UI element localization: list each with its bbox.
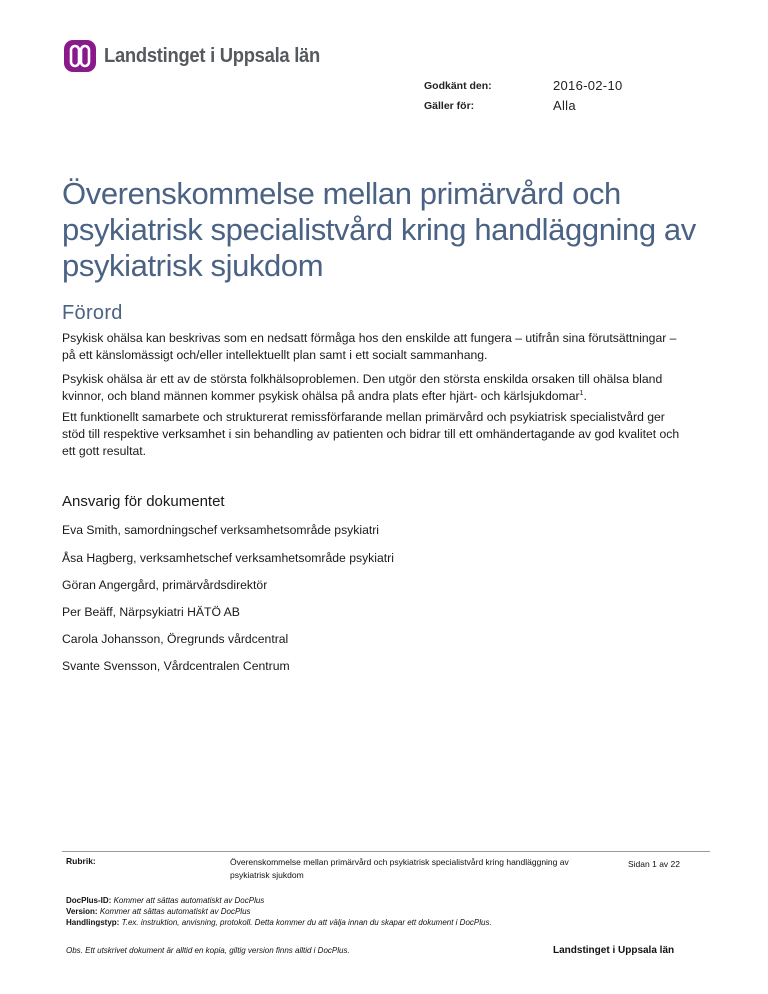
foreword-heading: Förord xyxy=(62,302,123,324)
document-title: Överenskommelse mellan primärvård och psykiatrisk specialistvård kring handläggning av psykiatrisk sjukdom xyxy=(62,176,696,283)
paragraph-text: Psykisk ohälsa är ett av de största folkhälsoproblemen. Den utgör den största enskilda orsaken till ohälsa bland kvinnor, och bland männen kommer psykisk ohälsa på andra plats efter hjärt- och kärlsjukdomar xyxy=(62,372,663,403)
footer-copy-notice: Obs. Ett utskrivet dokument är alltid en kopia, giltig version finns alltid i DocPlus. xyxy=(66,946,350,955)
logo-mark-icon xyxy=(62,38,98,74)
version-value: Kommer att sättas automatiskt av DocPlus xyxy=(99,907,251,916)
footnote-reference[interactable]: 1 xyxy=(579,389,584,397)
foreword-paragraph: Psykisk ohälsa kan beskrivas som en nedsatt förmåga hos den enskilde att fungera – utifrån sina förutsättningar – på ett känslomässigt och/eller intellektuellt plan samt i ett socialt sammanhang. xyxy=(62,331,677,362)
responsible-person: Per Beäff, Närpsykiatri HÄTÖ AB xyxy=(62,605,240,619)
responsible-person: Göran Angergård, primärvårdsdirektör xyxy=(62,578,268,592)
applies-to-label: Gäller för: xyxy=(424,100,475,112)
responsible-heading: Ansvarig för dokumentet xyxy=(62,493,225,510)
foreword-paragraph: Psykisk ohälsa är ett av de största folkhälsoproblemen. Den utgör den största enskilda orsaken till ohälsa bland kvinnor, och bland männen kommer psykisk ohälsa på andra plats efter hjärt- och kärlsjukdomar$^1$. xyxy=(62,372,663,403)
version-label: Version: xyxy=(66,907,98,916)
footer-brand: Landstinget i Uppsala län xyxy=(553,945,675,956)
docplus-id-label: DocPlus-ID: xyxy=(66,896,112,905)
document-type-value: T.ex. instruktion, anvisning, protokoll. Detta kommer du att välja innan du skapar ett dokument i DocPlus. xyxy=(121,918,492,927)
approved-date: 2016-02-10 xyxy=(553,78,623,93)
docplus-id-value: Kommer att sättas automatiskt av DocPlus xyxy=(113,896,265,905)
footer-version xyxy=(66,907,251,916)
approved-label: Godkänt den: xyxy=(424,80,492,92)
footer-divider xyxy=(62,851,710,852)
responsible-person: Åsa Hagberg, verksamhetschef verksamhetsområde psykiatri xyxy=(62,551,394,565)
footer-docplus-id xyxy=(66,896,264,905)
applies-to-value: Alla xyxy=(553,98,576,113)
footer-rubrik-value: Överenskommelse mellan primärvård och psykiatrisk specialistvård kring handläggning av psykiatrisk sjukdom xyxy=(230,857,569,880)
document-type-label: Handlingstyp: xyxy=(66,918,120,927)
responsible-person: Svante Svensson, Vårdcentralen Centrum xyxy=(62,659,290,673)
logo-text: Landstinget i Uppsala län xyxy=(104,44,320,67)
responsible-person: Carola Johansson, Öregrunds vårdcentral xyxy=(62,632,289,646)
organization-logo xyxy=(62,38,339,74)
footer-document-type xyxy=(66,918,492,927)
footer-rubrik-label: Rubrik: xyxy=(66,856,96,866)
foreword-paragraph: Ett funktionellt samarbete och strukturerat remissförfarande mellan primärvård och psykiatrisk specialistvård ger stöd till respektive verksamhet i sin behandling av patienten och bidrar till ett omhändertagande av god kvalitet och ett gott resultat. xyxy=(62,410,680,458)
page-number: Sidan 1 av 22 xyxy=(628,859,680,869)
responsible-person: Eva Smith, samordningschef verksamhetsområde psykiatri xyxy=(62,523,379,537)
